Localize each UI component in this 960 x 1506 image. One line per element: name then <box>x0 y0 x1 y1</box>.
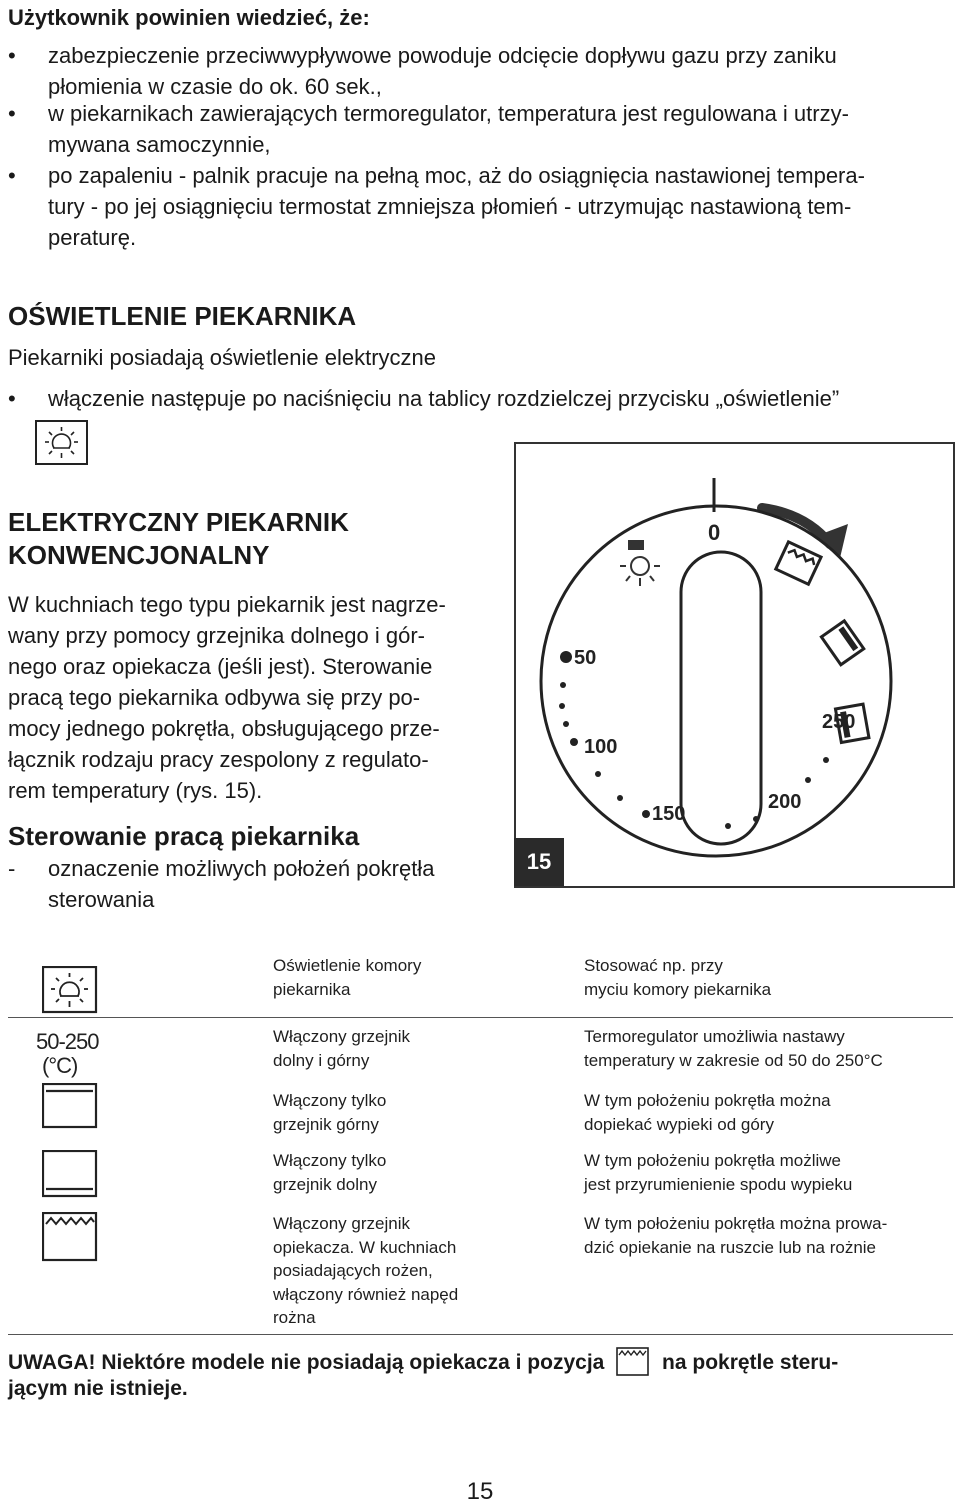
control-line: sterowania <box>48 887 155 912</box>
paragraph-line: łącznik rodzaju pracy zespolony z regulato- <box>8 747 429 772</box>
note-line: W tym położeniu pokrętła można prowa- <box>584 1214 888 1233</box>
page-number: 15 <box>466 1478 494 1505</box>
table-note <box>584 1149 852 1196</box>
grill-icon <box>42 1212 98 1262</box>
temp-range-symbol <box>36 1030 99 1078</box>
note-line: W tym położeniu pokrętła można <box>584 1091 831 1110</box>
scale-dot <box>823 757 829 763</box>
scale-dot <box>559 703 565 709</box>
dot-50 <box>560 651 572 663</box>
list-item <box>8 160 953 253</box>
warning-text: UWAGA! Niektóre modele nie posiadają opiekacza i pozycja <box>8 1351 605 1374</box>
bullet-line: po zapaleniu - palnik pracuje na pełną moc, aż do osiągnięcia nastawionej tempera- <box>48 163 865 188</box>
desc-line: Włączony tylko <box>273 1151 387 1170</box>
note-line: W tym położeniu pokrętła możliwe <box>584 1151 841 1170</box>
bullet-line: włączenie następuje po naciśnięciu na tablicy rozdzielczej przycisku „oświetlenie” <box>48 386 840 411</box>
bullet-line: w piekarnikach zawierających termoregulator, temperatura jest regulowana i utrzy- <box>48 101 849 126</box>
paragraph-line: pracą tego piekarnika odbywa się przy po- <box>8 685 421 710</box>
paragraph-line: mocy jednego pokrętła, obsługującego prze- <box>8 716 440 741</box>
desc-line: grzejnik dolny <box>273 1174 377 1194</box>
dial-grill-icon <box>776 542 821 584</box>
note-line: Termoregulator umożliwia nastawy <box>584 1027 845 1046</box>
list-item <box>8 383 953 414</box>
table-desc <box>273 1149 386 1196</box>
paragraph-line: W kuchniach tego typu piekarnik jest nagrze- <box>8 592 446 617</box>
lamp-icon <box>42 966 98 1014</box>
scale-dot <box>617 795 623 801</box>
label-150: 150 <box>652 803 686 825</box>
table-note <box>584 1025 883 1072</box>
section-title-electric: ELEKTRYCZNY PIEKARNIK <box>8 507 349 537</box>
list-item <box>8 98 953 160</box>
bottom-heater-icon <box>42 1150 98 1198</box>
desc-line: włączony również napęd <box>273 1284 459 1304</box>
table-divider <box>8 1334 953 1335</box>
dial-top-heater-icon <box>821 621 863 665</box>
grill-icon <box>616 1347 650 1377</box>
bullet-icon: • <box>8 163 16 188</box>
desc-line: Włączony tylko <box>273 1091 387 1110</box>
note-line: temperatury w zakresie od 50 do 250°C <box>584 1050 883 1070</box>
scale-dot <box>725 823 731 829</box>
temp-range-label: 50-250 <box>36 1029 99 1054</box>
intro-heading: Użytkownik powinien wiedzieć, że: <box>8 5 370 30</box>
paragraph-line: nego oraz opiekacza (jeśli jest). Sterowanie <box>8 654 433 679</box>
table-desc <box>273 954 421 1001</box>
warning-line-2: jącym nie istnieje. <box>8 1377 188 1400</box>
section-title-lighting: OŚWIETLENIE PIEKARNIKA <box>8 301 357 331</box>
label-100: 100 <box>584 736 618 758</box>
note-line: jest przyrumienienie spodu wypieku <box>584 1174 853 1194</box>
paragraph-line: rem temperatury (rys. 15). <box>8 778 263 803</box>
bullet-icon: • <box>8 386 16 411</box>
table-desc <box>273 1025 410 1072</box>
bullet-icon: • <box>8 101 16 126</box>
dial-lamp-icon <box>620 540 660 586</box>
scale-dot <box>753 816 759 822</box>
warning-text: na pokrętle steru- <box>662 1351 839 1374</box>
note-line: dzić opiekanie na ruszcie lub na rożnie <box>584 1237 877 1257</box>
scale-dot <box>595 771 601 777</box>
desc-line: rożna <box>273 1308 316 1327</box>
desc-line: piekarnika <box>273 979 351 999</box>
desc-line: Oświetlenie komory <box>273 956 422 975</box>
bullet-icon: • <box>8 43 16 68</box>
scale-dot <box>560 682 566 688</box>
top-heater-icon <box>42 1083 98 1129</box>
scale-dot <box>563 721 569 727</box>
bullet-line: płomienia w czasie do ok. 60 sek., <box>48 74 382 99</box>
label-250: 250 <box>822 711 856 733</box>
table-note <box>584 1089 831 1136</box>
desc-line: grzejnik górny <box>273 1114 379 1134</box>
bullet-line: peraturę. <box>48 225 137 250</box>
desc-line: posiadających rożen, <box>273 1261 433 1280</box>
table-divider <box>8 1017 953 1018</box>
electric-paragraph <box>8 589 508 806</box>
control-line: oznaczenie możliwych położeń pokrętła <box>48 856 435 881</box>
paragraph-line: wany przy pomocy grzejnika dolnego i gór- <box>8 623 425 648</box>
bullet-line: mywana samoczynnie, <box>48 132 271 157</box>
note-line: Stosować np. przy <box>584 956 723 975</box>
desc-line: Włączony grzejnik <box>273 1214 410 1233</box>
desc-line: dolny i górny <box>273 1050 370 1070</box>
desc-line: Włączony grzejnik <box>273 1027 410 1046</box>
list-item <box>8 40 953 102</box>
dot-150 <box>642 810 650 818</box>
note-line: myciu komory piekarnika <box>584 979 772 999</box>
scale-dot <box>805 777 811 783</box>
section-title-electric-2: KONWENCJONALNY <box>8 540 270 570</box>
label-zero: 0 <box>708 520 721 545</box>
section-title-control: Sterowanie pracą piekarnika <box>8 821 360 851</box>
knob-handle <box>681 552 761 844</box>
figure-number: 15 <box>514 838 564 886</box>
bullet-line: zabezpieczenie przeciwwypływowe powoduje odcięcie dopływu gazu przy zaniku <box>48 43 837 68</box>
dash: - <box>8 856 16 881</box>
table-desc <box>273 1212 458 1330</box>
temp-unit-label: (°C) <box>42 1053 78 1078</box>
dot-100 <box>570 738 578 746</box>
knob-diagram <box>516 444 953 886</box>
desc-line: opiekacza. W kuchniach <box>273 1237 457 1257</box>
warning-line-1 <box>8 1347 838 1377</box>
label-200: 200 <box>768 791 802 813</box>
bullet-line: tury - po jej osiągnięciu termostat zmniejsza płomień - utrzymując nastawioną tem- <box>48 194 852 219</box>
label-50: 50 <box>574 647 597 669</box>
table-desc <box>273 1089 386 1136</box>
lamp-icon <box>35 420 89 466</box>
note-line: dopiekać wypieki od góry <box>584 1114 774 1134</box>
table-note <box>584 954 771 1001</box>
table-note <box>584 1212 887 1259</box>
lighting-text: Piekarniki posiadają oświetlenie elektryczne <box>8 345 437 370</box>
